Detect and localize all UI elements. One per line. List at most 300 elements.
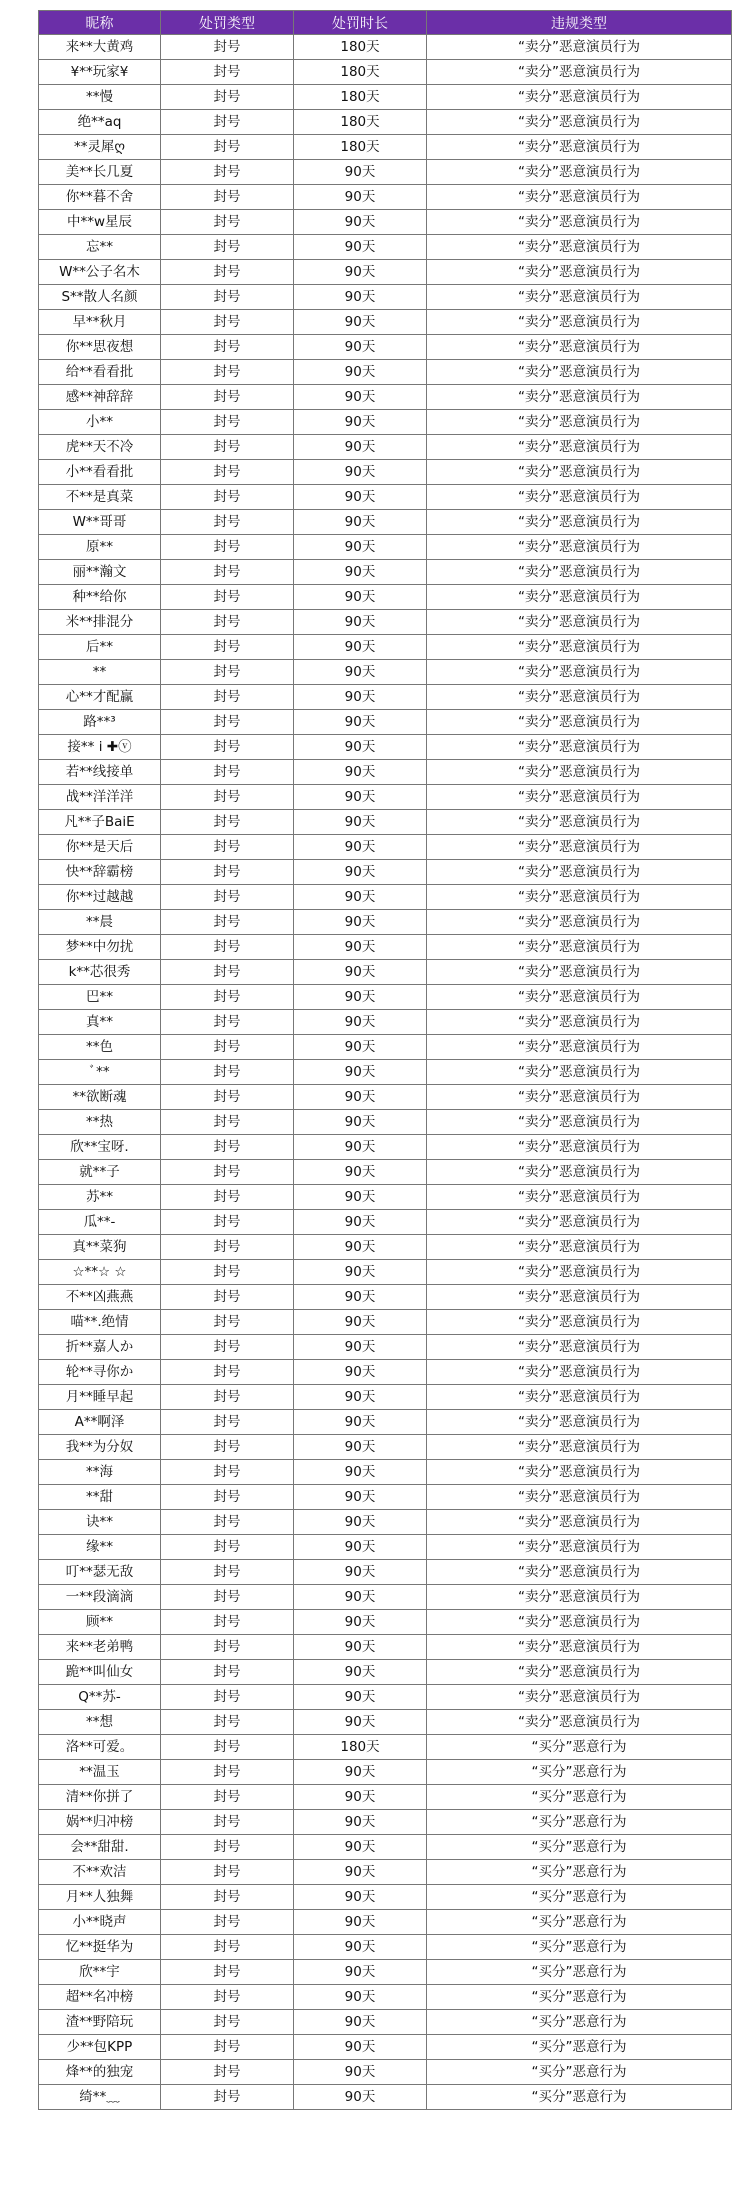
- cell-nickname: 虎**天不冷: [39, 435, 161, 460]
- cell-nickname: 忆**挺华为: [39, 1935, 161, 1960]
- cell-violation-type: “卖分”恶意演员行为: [427, 1185, 732, 1210]
- cell-penalty-duration: 90天: [294, 610, 427, 635]
- cell-penalty-type: 封号: [161, 1785, 294, 1810]
- header-row: [39, 11, 732, 35]
- table-row: [39, 1060, 732, 1085]
- cell-penalty-duration: 90天: [294, 1210, 427, 1235]
- table-row: [39, 1210, 732, 1235]
- cell-violation-type: “卖分”恶意演员行为: [427, 760, 732, 785]
- table-row: [39, 1160, 732, 1185]
- cell-penalty-type: 封号: [161, 1260, 294, 1285]
- table-row: [39, 235, 732, 260]
- cell-penalty-duration: 90天: [294, 1985, 427, 2010]
- table-row: [39, 1460, 732, 1485]
- table-row: [39, 360, 732, 385]
- cell-nickname: **晨: [39, 910, 161, 935]
- cell-penalty-type: 封号: [161, 1060, 294, 1085]
- table-row: [39, 385, 732, 410]
- cell-violation-type: “卖分”恶意演员行为: [427, 1260, 732, 1285]
- cell-penalty-duration: 90天: [294, 585, 427, 610]
- cell-nickname: 米**排混分: [39, 610, 161, 635]
- cell-penalty-type: 封号: [161, 1510, 294, 1535]
- cell-nickname: W**哥哥: [39, 510, 161, 535]
- cell-nickname: 感**神辞辞: [39, 385, 161, 410]
- table-row: [39, 860, 732, 885]
- cell-nickname: 烽**的独宠: [39, 2060, 161, 2085]
- cell-penalty-type: 封号: [161, 385, 294, 410]
- table-row: [39, 135, 732, 160]
- table-row: [39, 1010, 732, 1035]
- cell-penalty-type: 封号: [161, 1335, 294, 1360]
- cell-violation-type: “卖分”恶意演员行为: [427, 1460, 732, 1485]
- cell-nickname: 欣**宇: [39, 1960, 161, 1985]
- cell-penalty-duration: 180天: [294, 1735, 427, 1760]
- table-row: [39, 960, 732, 985]
- cell-violation-type: “卖分”恶意演员行为: [427, 885, 732, 910]
- cell-violation-type: “买分”恶意行为: [427, 1960, 732, 1985]
- cell-violation-type: “卖分”恶意演员行为: [427, 685, 732, 710]
- cell-penalty-duration: 180天: [294, 135, 427, 160]
- table-row: [39, 60, 732, 85]
- cell-penalty-duration: 90天: [294, 1710, 427, 1735]
- cell-penalty-type: 封号: [161, 1010, 294, 1035]
- cell-penalty-duration: 90天: [294, 535, 427, 560]
- cell-penalty-duration: 90天: [294, 160, 427, 185]
- cell-penalty-duration: 90天: [294, 1435, 427, 1460]
- cell-violation-type: “卖分”恶意演员行为: [427, 1610, 732, 1635]
- cell-penalty-duration: 90天: [294, 810, 427, 835]
- cell-violation-type: “买分”恶意行为: [427, 1885, 732, 1910]
- column-header-violation-type: 违规类型: [427, 11, 732, 35]
- cell-penalty-type: 封号: [161, 1360, 294, 1385]
- cell-violation-type: “卖分”恶意演员行为: [427, 735, 732, 760]
- cell-violation-type: “买分”恶意行为: [427, 1935, 732, 1960]
- cell-penalty-duration: 90天: [294, 910, 427, 935]
- cell-violation-type: “卖分”恶意演员行为: [427, 1585, 732, 1610]
- cell-penalty-duration: 90天: [294, 1585, 427, 1610]
- table-row: [39, 535, 732, 560]
- table-row: [39, 635, 732, 660]
- table-row: [39, 610, 732, 635]
- cell-nickname: 缘**: [39, 1535, 161, 1560]
- table-row: [39, 285, 732, 310]
- cell-penalty-type: 封号: [161, 1985, 294, 2010]
- cell-penalty-duration: 90天: [294, 1060, 427, 1085]
- cell-violation-type: “卖分”恶意演员行为: [427, 535, 732, 560]
- cell-penalty-type: 封号: [161, 635, 294, 660]
- cell-penalty-duration: 90天: [294, 1360, 427, 1385]
- cell-penalty-duration: 180天: [294, 85, 427, 110]
- cell-penalty-duration: 90天: [294, 1385, 427, 1410]
- table-row: [39, 1560, 732, 1585]
- cell-violation-type: “卖分”恶意演员行为: [427, 185, 732, 210]
- cell-penalty-duration: 90天: [294, 2010, 427, 2035]
- cell-penalty-duration: 90天: [294, 935, 427, 960]
- cell-violation-type: “卖分”恶意演员行为: [427, 485, 732, 510]
- cell-penalty-duration: 90天: [294, 785, 427, 810]
- cell-violation-type: “买分”恶意行为: [427, 1760, 732, 1785]
- cell-violation-type: “卖分”恶意演员行为: [427, 1285, 732, 1310]
- cell-nickname: **欲断魂: [39, 1085, 161, 1110]
- cell-penalty-duration: 90天: [294, 1460, 427, 1485]
- table-row: [39, 1985, 732, 2010]
- cell-penalty-type: 封号: [161, 1735, 294, 1760]
- cell-penalty-duration: 90天: [294, 660, 427, 685]
- cell-penalty-type: 封号: [161, 1235, 294, 1260]
- cell-nickname: **想: [39, 1710, 161, 1735]
- cell-violation-type: “卖分”恶意演员行为: [427, 385, 732, 410]
- cell-penalty-type: 封号: [161, 485, 294, 510]
- cell-violation-type: “卖分”恶意演员行为: [427, 310, 732, 335]
- cell-violation-type: “卖分”恶意演员行为: [427, 1535, 732, 1560]
- table-row: [39, 210, 732, 235]
- cell-penalty-type: 封号: [161, 710, 294, 735]
- cell-penalty-type: 封号: [161, 1685, 294, 1710]
- cell-nickname: 巴**: [39, 985, 161, 1010]
- table-row: [39, 335, 732, 360]
- cell-penalty-type: 封号: [161, 1910, 294, 1935]
- cell-nickname: 欣**宝呀.: [39, 1135, 161, 1160]
- cell-penalty-type: 封号: [161, 135, 294, 160]
- cell-nickname: 路**³: [39, 710, 161, 735]
- cell-penalty-duration: 90天: [294, 560, 427, 585]
- cell-penalty-type: 封号: [161, 85, 294, 110]
- cell-penalty-duration: 90天: [294, 1910, 427, 1935]
- cell-nickname: 丽**瀚文: [39, 560, 161, 585]
- cell-violation-type: “卖分”恶意演员行为: [427, 1660, 732, 1685]
- cell-penalty-type: 封号: [161, 1160, 294, 1185]
- table-row: [39, 185, 732, 210]
- cell-penalty-duration: 90天: [294, 835, 427, 860]
- cell-penalty-duration: 90天: [294, 210, 427, 235]
- cell-nickname: 来**大黄鸡: [39, 35, 161, 60]
- table-row: [39, 810, 732, 835]
- cell-nickname: 来**老弟鸭: [39, 1635, 161, 1660]
- cell-penalty-duration: 180天: [294, 110, 427, 135]
- cell-nickname: 不**凶燕燕: [39, 1285, 161, 1310]
- cell-penalty-duration: 90天: [294, 885, 427, 910]
- cell-nickname: 渣**野陪玩: [39, 2010, 161, 2035]
- cell-violation-type: “买分”恶意行为: [427, 1785, 732, 1810]
- table-row: [39, 910, 732, 935]
- cell-violation-type: “卖分”恶意演员行为: [427, 35, 732, 60]
- cell-penalty-duration: 90天: [294, 735, 427, 760]
- cell-penalty-type: 封号: [161, 510, 294, 535]
- cell-penalty-type: 封号: [161, 2060, 294, 2085]
- table-row: [39, 1635, 732, 1660]
- table-row: [39, 985, 732, 1010]
- cell-nickname: **灵犀ღ: [39, 135, 161, 160]
- cell-penalty-type: 封号: [161, 360, 294, 385]
- cell-penalty-duration: 90天: [294, 510, 427, 535]
- cell-nickname: 喵**.绝情: [39, 1310, 161, 1335]
- cell-penalty-type: 封号: [161, 785, 294, 810]
- cell-penalty-duration: 90天: [294, 1785, 427, 1810]
- cell-nickname: 忘**: [39, 235, 161, 260]
- table-row: [39, 1585, 732, 1610]
- cell-penalty-duration: 90天: [294, 1135, 427, 1160]
- cell-violation-type: “卖分”恶意演员行为: [427, 210, 732, 235]
- cell-violation-type: “卖分”恶意演员行为: [427, 1510, 732, 1535]
- cell-penalty-type: 封号: [161, 835, 294, 860]
- table-row: [39, 1885, 732, 1910]
- cell-penalty-type: 封号: [161, 60, 294, 85]
- cell-penalty-type: 封号: [161, 1035, 294, 1060]
- cell-violation-type: “卖分”恶意演员行为: [427, 710, 732, 735]
- cell-penalty-duration: 90天: [294, 1485, 427, 1510]
- cell-penalty-duration: 90天: [294, 1335, 427, 1360]
- cell-nickname: 月**人独舞: [39, 1885, 161, 1910]
- table-row: [39, 160, 732, 185]
- cell-penalty-type: 封号: [161, 260, 294, 285]
- cell-penalty-duration: 90天: [294, 1835, 427, 1860]
- cell-nickname: 折**嘉人か: [39, 1335, 161, 1360]
- cell-penalty-type: 封号: [161, 1435, 294, 1460]
- cell-nickname: 叮**瑟无敌: [39, 1560, 161, 1585]
- cell-penalty-duration: 90天: [294, 1885, 427, 1910]
- table-row: [39, 1810, 732, 1835]
- cell-violation-type: “卖分”恶意演员行为: [427, 610, 732, 635]
- cell-violation-type: “买分”恶意行为: [427, 2060, 732, 2085]
- cell-penalty-type: 封号: [161, 210, 294, 235]
- cell-penalty-type: 封号: [161, 1660, 294, 1685]
- cell-nickname: ☆**☆ ☆: [39, 1260, 161, 1285]
- table-row: [39, 685, 732, 710]
- cell-violation-type: “买分”恶意行为: [427, 2035, 732, 2060]
- cell-penalty-type: 封号: [161, 810, 294, 835]
- cell-penalty-duration: 90天: [294, 960, 427, 985]
- cell-nickname: 心**才配赢: [39, 685, 161, 710]
- cell-nickname: **慢: [39, 85, 161, 110]
- cell-nickname: **: [39, 660, 161, 685]
- cell-violation-type: “卖分”恶意演员行为: [427, 1435, 732, 1460]
- cell-penalty-type: 封号: [161, 35, 294, 60]
- table-row: [39, 1760, 732, 1785]
- cell-nickname: 早**秋月: [39, 310, 161, 335]
- cell-penalty-duration: 90天: [294, 1535, 427, 1560]
- cell-violation-type: “卖分”恶意演员行为: [427, 1135, 732, 1160]
- table-row: [39, 785, 732, 810]
- table-row: [39, 1960, 732, 1985]
- cell-penalty-duration: 90天: [294, 1960, 427, 1985]
- cell-violation-type: “买分”恶意行为: [427, 1835, 732, 1860]
- cell-penalty-duration: 90天: [294, 1860, 427, 1885]
- cell-penalty-duration: 90天: [294, 1935, 427, 1960]
- cell-penalty-type: 封号: [161, 935, 294, 960]
- cell-penalty-type: 封号: [161, 2035, 294, 2060]
- cell-nickname: **热: [39, 1110, 161, 1135]
- cell-nickname: A**啊泽: [39, 1410, 161, 1435]
- cell-nickname: 种**给你: [39, 585, 161, 610]
- cell-penalty-duration: 90天: [294, 1260, 427, 1285]
- cell-violation-type: “卖分”恶意演员行为: [427, 60, 732, 85]
- cell-penalty-duration: 90天: [294, 2035, 427, 2060]
- cell-violation-type: “卖分”恶意演员行为: [427, 510, 732, 535]
- cell-violation-type: “卖分”恶意演员行为: [427, 635, 732, 660]
- cell-nickname: Q**苏-: [39, 1685, 161, 1710]
- cell-nickname: ¥**玩家¥: [39, 60, 161, 85]
- cell-penalty-type: 封号: [161, 1960, 294, 1985]
- table-row: [39, 1035, 732, 1060]
- cell-penalty-duration: 90天: [294, 1235, 427, 1260]
- cell-nickname: 月**睡早起: [39, 1385, 161, 1410]
- cell-violation-type: “卖分”恶意演员行为: [427, 1060, 732, 1085]
- cell-violation-type: “卖分”恶意演员行为: [427, 460, 732, 485]
- cell-penalty-type: 封号: [161, 610, 294, 635]
- table-row: [39, 410, 732, 435]
- cell-nickname: 轮**寻你か: [39, 1360, 161, 1385]
- cell-penalty-type: 封号: [161, 760, 294, 785]
- cell-penalty-duration: 90天: [294, 235, 427, 260]
- cell-violation-type: “卖分”恶意演员行为: [427, 1560, 732, 1585]
- cell-nickname: 快**辞霸榜: [39, 860, 161, 885]
- table-row: [39, 1610, 732, 1635]
- cell-violation-type: “卖分”恶意演员行为: [427, 785, 732, 810]
- table-row: [39, 560, 732, 585]
- table-row: [39, 85, 732, 110]
- cell-penalty-type: 封号: [161, 1085, 294, 1110]
- cell-violation-type: “卖分”恶意演员行为: [427, 935, 732, 960]
- cell-penalty-type: 封号: [161, 1460, 294, 1485]
- table-row: [39, 1785, 732, 1810]
- cell-penalty-duration: 90天: [294, 1160, 427, 1185]
- cell-penalty-type: 封号: [161, 910, 294, 935]
- cell-penalty-type: 封号: [161, 310, 294, 335]
- cell-violation-type: “卖分”恶意演员行为: [427, 285, 732, 310]
- table-row: [39, 1510, 732, 1535]
- cell-nickname: 你**是天后: [39, 835, 161, 860]
- cell-penalty-type: 封号: [161, 860, 294, 885]
- table-row: [39, 1085, 732, 1110]
- cell-penalty-duration: 90天: [294, 410, 427, 435]
- cell-nickname: 真**菜狗: [39, 1235, 161, 1260]
- cell-penalty-duration: 90天: [294, 685, 427, 710]
- cell-penalty-duration: 90天: [294, 1010, 427, 1035]
- cell-nickname: 小**晓声: [39, 1910, 161, 1935]
- cell-violation-type: “卖分”恶意演员行为: [427, 1010, 732, 1035]
- cell-penalty-duration: 90天: [294, 1635, 427, 1660]
- cell-penalty-type: 封号: [161, 1410, 294, 1435]
- cell-penalty-duration: 90天: [294, 1760, 427, 1785]
- cell-penalty-type: 封号: [161, 1485, 294, 1510]
- cell-penalty-duration: 90天: [294, 1510, 427, 1535]
- table-body: [39, 35, 732, 2110]
- cell-penalty-type: 封号: [161, 2085, 294, 2110]
- cell-penalty-duration: 90天: [294, 1285, 427, 1310]
- cell-penalty-duration: 90天: [294, 2085, 427, 2110]
- cell-penalty-type: 封号: [161, 185, 294, 210]
- cell-violation-type: “卖分”恶意演员行为: [427, 560, 732, 585]
- cell-violation-type: “卖分”恶意演员行为: [427, 1410, 732, 1435]
- cell-nickname: 洛**可爱。: [39, 1735, 161, 1760]
- cell-violation-type: “卖分”恶意演员行为: [427, 860, 732, 885]
- cell-violation-type: “卖分”恶意演员行为: [427, 1310, 732, 1335]
- cell-violation-type: “卖分”恶意演员行为: [427, 160, 732, 185]
- table-row: [39, 710, 732, 735]
- cell-penalty-type: 封号: [161, 535, 294, 560]
- cell-penalty-duration: 90天: [294, 1660, 427, 1685]
- table-row: [39, 1410, 732, 1435]
- cell-violation-type: “卖分”恶意演员行为: [427, 1335, 732, 1360]
- penalty-table: [38, 10, 732, 2110]
- cell-violation-type: “卖分”恶意演员行为: [427, 1210, 732, 1235]
- cell-penalty-duration: 90天: [294, 1410, 427, 1435]
- cell-violation-type: “买分”恶意行为: [427, 1860, 732, 1885]
- cell-nickname: W**公子名木: [39, 260, 161, 285]
- table-row: [39, 1735, 732, 1760]
- cell-nickname: 小**看看批: [39, 460, 161, 485]
- column-header-nickname: 昵称: [39, 11, 161, 35]
- cell-penalty-type: 封号: [161, 885, 294, 910]
- cell-penalty-type: 封号: [161, 335, 294, 360]
- table-row: [39, 885, 732, 910]
- table-row: [39, 935, 732, 960]
- cell-nickname: 一**段滴滴: [39, 1585, 161, 1610]
- cell-violation-type: “卖分”恶意演员行为: [427, 1360, 732, 1385]
- table-row: [39, 1235, 732, 1260]
- cell-penalty-type: 封号: [161, 560, 294, 585]
- cell-penalty-type: 封号: [161, 1110, 294, 1135]
- cell-penalty-duration: 180天: [294, 35, 427, 60]
- table-row: [39, 1685, 732, 1710]
- cell-violation-type: “卖分”恶意演员行为: [427, 835, 732, 860]
- cell-violation-type: “卖分”恶意演员行为: [427, 135, 732, 160]
- cell-penalty-duration: 90天: [294, 860, 427, 885]
- cell-nickname: 你**暮不舍: [39, 185, 161, 210]
- cell-penalty-type: 封号: [161, 585, 294, 610]
- cell-penalty-type: 封号: [161, 960, 294, 985]
- cell-nickname: 中**w星辰: [39, 210, 161, 235]
- cell-penalty-type: 封号: [161, 1635, 294, 1660]
- cell-penalty-type: 封号: [161, 660, 294, 685]
- cell-nickname: 梦**中勿扰: [39, 935, 161, 960]
- cell-penalty-duration: 90天: [294, 185, 427, 210]
- table-row: [39, 1360, 732, 1385]
- cell-penalty-type: 封号: [161, 1810, 294, 1835]
- cell-penalty-duration: 90天: [294, 1685, 427, 1710]
- cell-penalty-type: 封号: [161, 1385, 294, 1410]
- cell-nickname: 你**思夜想: [39, 335, 161, 360]
- cell-violation-type: “卖分”恶意演员行为: [427, 660, 732, 685]
- table-row: [39, 760, 732, 785]
- table-row: [39, 435, 732, 460]
- cell-violation-type: “卖分”恶意演员行为: [427, 1235, 732, 1260]
- cell-nickname: 凡**子BaiE: [39, 810, 161, 835]
- table-row: [39, 1535, 732, 1560]
- table-row: [39, 1335, 732, 1360]
- cell-penalty-type: 封号: [161, 1185, 294, 1210]
- table-row: [39, 460, 732, 485]
- cell-penalty-type: 封号: [161, 1710, 294, 1735]
- table-row: [39, 1435, 732, 1460]
- cell-violation-type: “卖分”恶意演员行为: [427, 1635, 732, 1660]
- table-row: [39, 1910, 732, 1935]
- table-row: [39, 2085, 732, 2110]
- cell-penalty-duration: 90天: [294, 1560, 427, 1585]
- table-row: [39, 1660, 732, 1685]
- cell-penalty-type: 封号: [161, 435, 294, 460]
- cell-penalty-type: 封号: [161, 1760, 294, 1785]
- cell-violation-type: “卖分”恶意演员行为: [427, 85, 732, 110]
- cell-nickname: **色: [39, 1035, 161, 1060]
- cell-penalty-type: 封号: [161, 285, 294, 310]
- table-row: [39, 2035, 732, 2060]
- cell-violation-type: “卖分”恶意演员行为: [427, 985, 732, 1010]
- table-row: [39, 2010, 732, 2035]
- cell-nickname: 原**: [39, 535, 161, 560]
- column-header-penalty-duration: 处罚时长: [294, 11, 427, 35]
- cell-nickname: 顾**: [39, 1610, 161, 1635]
